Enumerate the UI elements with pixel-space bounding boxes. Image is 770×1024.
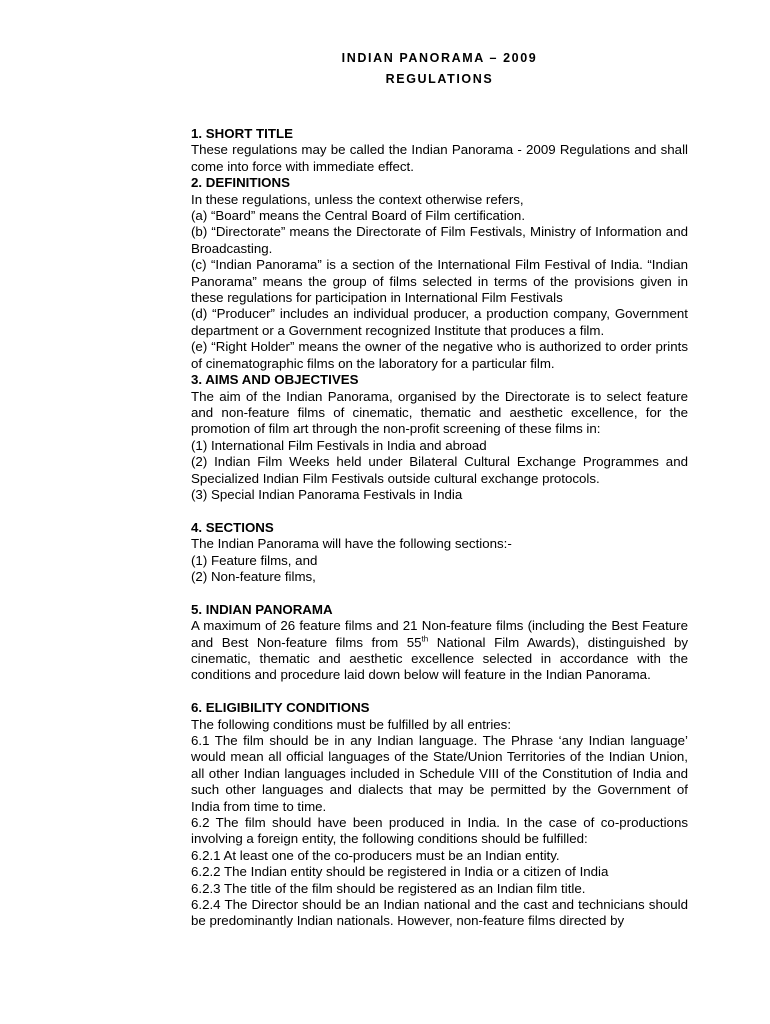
definition-indian-panorama: (c) “Indian Panorama” is a section of the International Film Festival of India. “Indian Panorama” means the group of films selected in terms of the provisions given in these regulations for participation in International Film Festivals	[191, 257, 688, 306]
eligibility-6-2-2: 6.2.2 The Indian entity should be registered in India or a citizen of India	[191, 864, 609, 880]
paragraph-gap	[191, 503, 688, 519]
eligibility-intro: The following conditions must be fulfilled by all entries:	[191, 716, 512, 732]
definitions-intro: In these regulations, unless the context otherwise refers,	[191, 191, 524, 207]
aims-text: The aim of the Indian Panorama, organised by the Directorate is to select feature and non-feature films of cinematic, thematic and aesthetic excellence, for the promotion of film art through the non-profit screening of these films in:	[191, 388, 688, 437]
eligibility-6-2-3: 6.2.3 The title of the film should be registered as an Indian film title.	[191, 880, 586, 896]
section-heading-eligibility: 6. ELIGIBILITY CONDITIONS	[191, 700, 370, 716]
short-title-text: These regulations may be called the Indian Panorama - 2009 Regulations and shall come into force with immediate effect.	[191, 142, 688, 174]
document-body	[191, 126, 688, 930]
indian-panorama-text-part1: A maximum of 26 feature films and 21 Non-feature films (including the Best Feature and Best Non-feature films from 55	[191, 618, 688, 650]
sections-text: The Indian Panorama will have the following sections:-	[191, 536, 512, 552]
section-heading-aims: 3. AIMS AND OBJECTIVES	[191, 372, 359, 388]
ordinal-suffix: th	[421, 634, 429, 644]
definition-directorate: (b) “Directorate” means the Directorate of Film Festivals, Ministry of Information and Broadcasting.	[191, 224, 688, 256]
aims-item-2: (2) Indian Film Weeks held under Bilateral Cultural Exchange Programmes and Specialized Indian Film Festivals outside cultural exchange protocols.	[191, 454, 688, 486]
definition-board: (a) “Board” means the Central Board of Film certification.	[191, 208, 526, 224]
section-heading-indian-panorama: 5. INDIAN PANORAMA	[191, 601, 333, 617]
document-title: INDIAN PANORAMA – 2009	[341, 51, 538, 65]
section-heading-definitions: 2. DEFINITIONS	[191, 175, 290, 191]
sections-item-2: (2) Non-feature films,	[191, 568, 316, 584]
aims-item-3: (3) Special Indian Panorama Festivals in India	[191, 486, 463, 502]
paragraph-gap	[191, 684, 688, 700]
definition-right-holder: (e) “Right Holder” means the owner of the negative who is authorized to order prints of cinematographic films on the laboratory for a particular film.	[191, 339, 688, 371]
eligibility-6-2: 6.2 The film should have been produced in India. In the case of co-productions involving a foreign entity, the following conditions should be fulfilled:	[191, 815, 688, 847]
document-page	[191, 48, 688, 930]
indian-panorama-text	[191, 618, 688, 684]
document-subtitle: REGULATIONS	[385, 72, 494, 86]
indian-panorama-text-part2: National Film Awards), distinguished by cinematic, thematic and aesthetic excellence selected in accordance with the conditions and procedure laid down below will feature in the Indian Panorama.	[191, 634, 688, 683]
sections-item-1: (1) Feature films, and	[191, 552, 318, 568]
section-heading-sections: 4. SECTIONS	[191, 519, 274, 535]
eligibility-6-2-4: 6.2.4 The Director should be an Indian national and the cast and technicians should be predominantly Indian nationals. However, non-feature films directed by	[191, 897, 688, 929]
eligibility-6-1: 6.1 The film should be in any Indian language. The Phrase ‘any Indian language’ would mean all official languages of the State/Union Territories of the Indian Union, all other Indian languages included in Schedule VIII of the Constitution of India and such other languages and dialects that may be permitted by the Government of India from time to time.	[191, 732, 688, 814]
section-heading-short-title: 1. SHORT TITLE	[191, 126, 293, 141]
eligibility-6-2-1: 6.2.1 At least one of the co-producers must be an Indian entity.	[191, 847, 560, 863]
aims-item-1: (1) International Film Festivals in India and abroad	[191, 437, 487, 453]
paragraph-gap	[191, 585, 688, 601]
definition-producer: (d) “Producer” includes an individual producer, a production company, Government department or a Government recognized Institute that produces a film.	[191, 306, 688, 338]
